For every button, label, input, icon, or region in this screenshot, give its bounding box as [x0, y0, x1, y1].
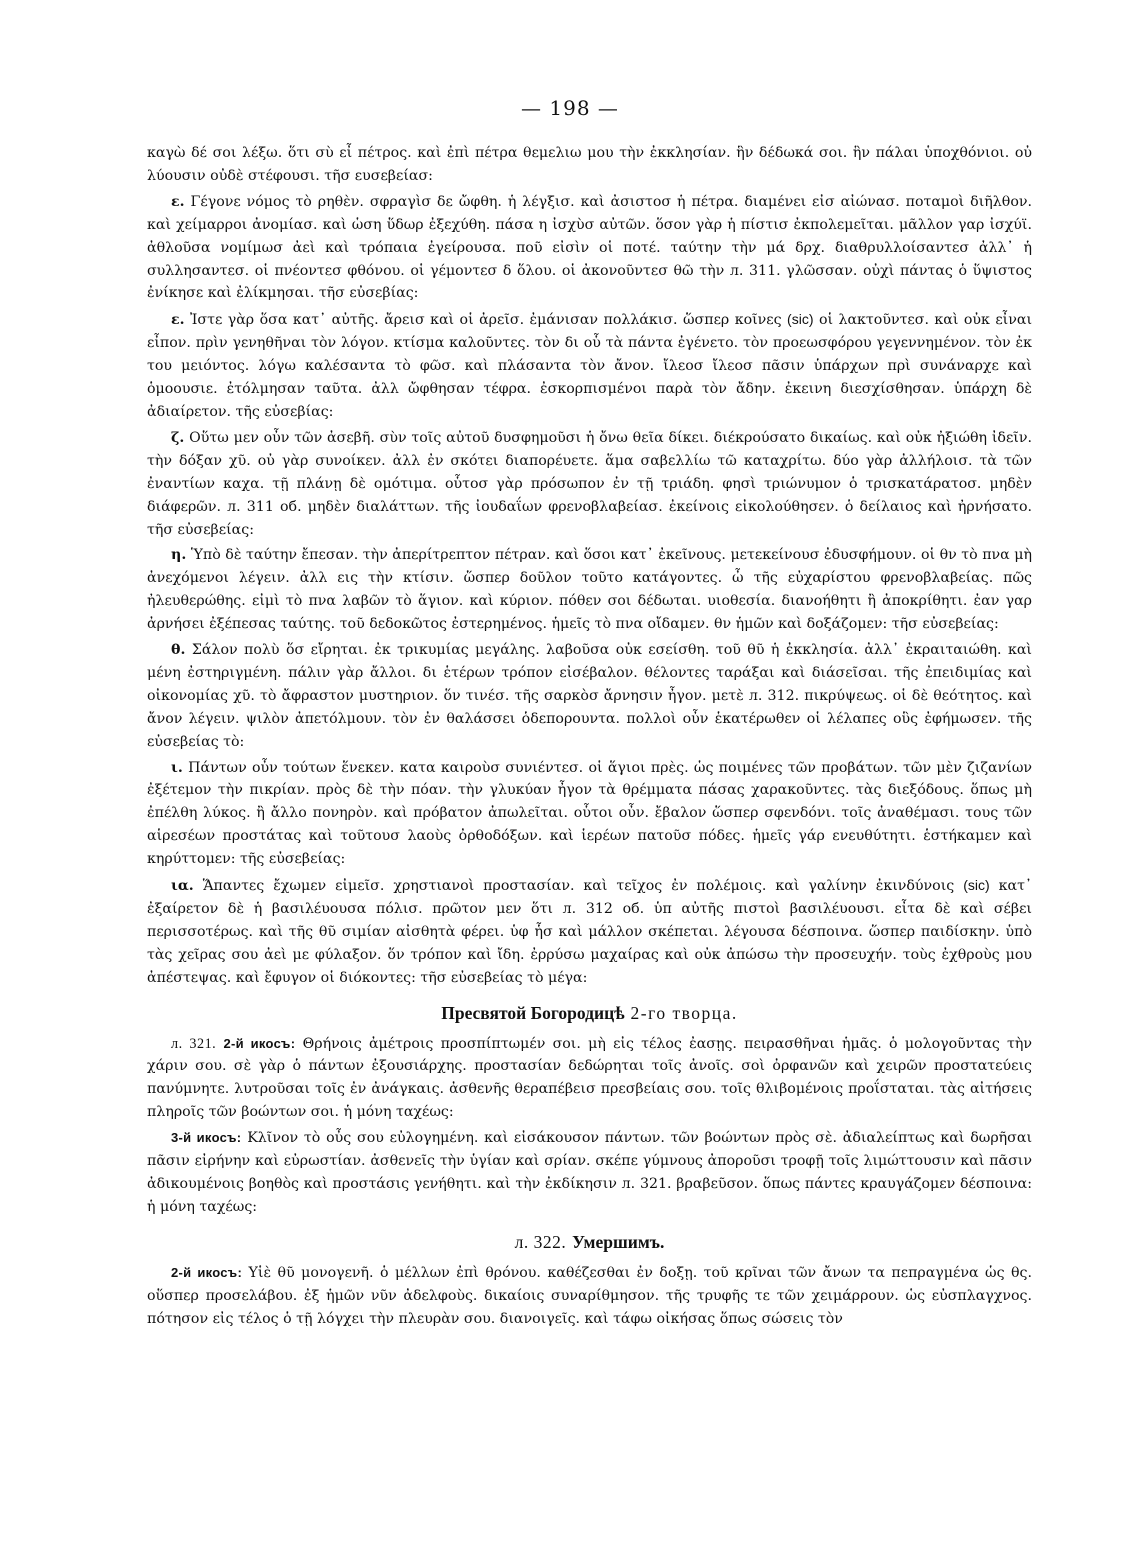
stanza: [147, 874, 1032, 990]
paragraph: [147, 142, 1032, 188]
stanza: [147, 191, 1032, 306]
stanza-number: ι.: [171, 759, 183, 776]
stanza-text: Ὑπὸ δὲ ταύτην ἔπεσαν. τὴν ἀπερίτρεπτον πέτραν. καὶ ὅσοι κατ᾿ ἐκεῖνους. μετεκείνουσ ἐδυσφήμουν. οἱ θν τὸ πνα μὴ ἀνεχόμενοι λέγειν. ἀλλ εις τὴν κτίσιν. ὥσπερ δοῦλον τοῦτο κατάγοντες. ὦ τῆς εὐχαρίστου φρενοβλαβείας. πῶς ἠλευθερώθης. εἰμὶ τὸ πνα λαβῶν τὸ ἅγιον. καὶ κύριον. πόθεν σοι δέδωται. υιοθεσία. διανοήθητι ἢ ἀποκρίθητι. ἐαν γαρ ἀρνήσει ἐξέπεσας ταύτης. τοῦ δεδοκῶτος ἐστερημένος. ἡμεῖς τὸ πνα οἴδαμεν. θν ἡμῶν καὶ δοξάζομεν: τῆσ εὐσεβείας:: [147, 547, 1033, 633]
ikos-text: Υἱὲ θῦ μονογενῆ. ὁ μέλλων ἐπὶ θρόνου. καθέζεσθαι ἐν δοξῃ. τοῦ κρῖναι τῶν ἄνων τα πεπραγμένα ὡς θς. οὕσπερ προσελάβου. ἐξ ἡμῶν νῦν ἀδελφοὺς. δικαίοις συναρίθμησον. τῆς τρυφῆς τε τῶν χειμάρρουν. ὡς εὐσπλαγχνος. πότησον εἰς τέλος ὁ τῇ λόγχει τὴν πλευρὰν σου. διανοιγεῖς. καὶ τάφω οἰκήσας ὅπως σώσεις τὸν: [147, 1264, 1032, 1327]
section-heading-theotokos: [147, 1002, 1032, 1025]
heading-title: Пресвятой Богородицѣ: [441, 1002, 625, 1023]
ikos-paragraph: [147, 1127, 1032, 1219]
sic-note: (sic): [787, 311, 814, 328]
stanza-number: ια.: [171, 878, 194, 895]
ikos-label: 2-й икосъ:: [171, 1264, 243, 1280]
stanza-text-continued: κατ᾿ ἐξαίρετον δὲ ἡ βασιλέυουσα πόλισ. πρῶτον μεν ὅτι л. 312 об. ὑπ αὐτῆς πιστοὶ βασιλέυουσι. εἶτα δὲ καὶ σέβει περισσοτέρως. καὶ τῆς θῦ σιμίαν αἰσθητὰ φέρει. ὑφ ἧσ καὶ μάλλον σκέπεται. λέγουσα δέσποινα. ὥσπερ παιδίσκην. ὑπὸ τὰς χεῖρας σου ἀεὶ με φύλαξον. ὅν τρόπον καὶ ἴδη. ἐρρύσω μαχαίρας καὶ οὐκ ἀπώσω τὴν προσευχήν. τοὺς ἐχθροὺς μου ἀπέστεψας. καὶ ἔφυγον οἱ διόκοντες: τῆσ εὐσεβείας τὸ μέγα:: [147, 878, 1033, 986]
paragraph-text: καγὼ δέ σοι λέξω. ὅτι σὺ εἶ πέτρος. καὶ ἐπὶ πέτρα θεμελιω μου τὴν ἐκκλησίαν. ἣν δέδωκά σοι. ἣν πάλαι ὑποχθόνιοι. οὐ λύουσιν οὐδὲ στέφουσι. τῆσ ευσεβείασ:: [147, 145, 1032, 184]
stanza-text: Πάντων οὖν τούτων ἕνεκεν. κατα καιροὺσ συνιέντεσ. οἱ ἅγιοι πρὲς. ὡς ποιμένες τῶν προβάτων. τῶν μὲν ζιζανίων ἐξέτεμον τὴν πικρίαν. πρὸς δὲ τὴν πόαν. τὴν γλυκύαν ἦγον τὰ θρέμματα πάσας χαρακοῦντες. τὰς διεξόδους. ὅπως μὴ ἐπέλθη λύκος. ἢ ἄλλο πονηρὸν. καὶ πρόβατον ἀπωλεῖται. οὗτοι οὖν. ἔβαλον ὥσπερ σφενδόνι. τοῖς ἀναθέμασι. τους τῶν αἱρεσέων προστάτας καὶ τοῦτουσ λαοὺς ὀρθοδόξων. καὶ ἱερέων πατοῦσ πόδες. ἡμεῖς γάρ ενευθύτητι. ἑστήκαμεν καὶ κηρύττομεν: τῆς εὐσεβείας:: [147, 759, 1033, 868]
stanza: [147, 544, 1032, 636]
stanza: [147, 427, 1032, 542]
stanza-number: ζ.: [171, 429, 185, 446]
stanza-number: ε.: [171, 193, 185, 210]
stanza: [147, 757, 1032, 872]
stanza-text: Ἅπαντες ἔχωμεν εἰμεῖσ. χρηστιανοὶ προστασίαν. καὶ τεῖχος ἐν πολέμοις. καὶ γαλίνην ἐκινδύνοις: [202, 878, 955, 895]
section-heading-departed: [147, 1231, 1032, 1254]
stanza-text-continued: οἱ λακτοῦντεσ. καὶ οὐκ εἶναι εἶπον. πρὶν γενηθῆναι τὸν λόγον. κτίσμα καλοῦντες. τὸν δι οὗ τὰ πάντα ἐγένετο. τὸν προεωσφόρου γεγεννημένον. τὸν ἐκ του μειόντος. λόγω καλέσαντα τὸ φῶσ. καὶ πλάσαντα τὸν ἄνον. ἴλεοσ ἴλεοσ πᾶσιν ὑπάρχων πρὶ συνάναρχε καὶ ὁμοουσιε. ἐτόλμησαν ταῦτα. ἀλλ ὤφθησαν τέφρα. ἐσκορπισμένοι παρὰ τὸν ἄδην. ἐκεινη διεσχίσθησαν. ὑπάρχη δὲ ἀδιαίρετον. τῆς εὐσεβίας:: [147, 312, 1033, 420]
heading-folio: л. 322.: [514, 1231, 567, 1252]
heading-subtitle: 2-го творца.: [630, 1002, 738, 1023]
stanza-text: Ἰστε γὰρ ὅσα κατ᾿ αὐτῆς. ἄρεισ καὶ οἱ ἀρεῖσ. ἐμάνισαν πολλάκισ. ὥσπερ κοῖνες: [190, 312, 782, 329]
folio-reference: л. 321.: [171, 1035, 217, 1052]
page-number: — 198 —: [521, 96, 619, 120]
stanza-number: η.: [171, 547, 187, 564]
heading-title: Умершимъ.: [572, 1231, 665, 1252]
ikos-paragraph: [147, 1262, 1032, 1331]
sic-note: (sic): [963, 877, 990, 894]
stanza-text: Γέγονε νόμος τὸ ρηθὲν. σφραγὶσ δε ὤφθη. ἡ λέγξισ. καὶ ἀσιστοσ ἡ πέτρα. διαμένει εἰσ αἰώνασ. ποταμοὶ διῆλθον. καὶ χείμαρροι ἀνομίασ. καὶ ὡση ὕδωρ ἐξεχύθη. πάσα η ἰσχὺσ αὐτῶν. ὅσον γὰρ ἡ πίστισ ἐκπολεμεῖται. μᾶλλον γαρ ἰσχύϊ. ἀθλοῦσα νομίμωσ ἀεὶ καὶ τρόπαια ἐγείρουσα. ποῦ εἰσὶν οἱ ποτέ. ταύτην τὴν μά δρχ. διαθρυλλοίσαντεσ ἀλλ᾿ ἡ συλλησαντεσ. οἱ πνέοντεσ φθόνου. οἱ γέμοντεσ δ ὅλου. οἱ ἀκονοῦντεσ θῶ τὴν л. 311. γλῶσσαν. οὐχὶ πάντας ὁ ὕψιστος ἐνίκησε καὶ ἐλίκμησαι. τῆσ εὐσεβίας:: [147, 193, 1032, 302]
stanza-text: Οὕτω μεν οὖν τῶν ἀσεβῆ. σὺν τοῖς αὐτοῦ δυσφημοῦσι ἡ ὄνω θεῖα δίκει. διέκρούσατο δικαίως. καὶ οὐκ ἠξιώθη ἰδεῖν. τὴν δόξαν χῦ. οὐ γὰρ συνοίκεν. ἀλλ ἐν σκότει διαπορέυετε. ἅμα σαβελλίω τῶ καταχρίτω. δύο γὰρ ἀλλήλοισ. τὰ τῶν ἐναντίων καχα. τῇ πλάνῃ δὲ ομότιμα. οὗτοσ γὰρ πρόσωπον ἐν τῇ τριάδη. φησὶ τριώνυμον ὁ τρισκατάρατοσ. μηδὲν διάφερῶν. л. 311 об. μηδὲν διαλάττων. τῆς ἰουδαΐων φρενοβλαβείασ. ἐκείνοις εἰκολούθησεν. ὁ δείλαιος καὶ ἠρνήσατο. τῆσ εὐσεβείας:: [147, 429, 1033, 538]
stanza: [147, 639, 1032, 754]
ikos-paragraph: [147, 1033, 1032, 1125]
main-text: [147, 142, 1032, 1330]
stanza-text: Σάλον πολὺ ὅσ εἴρηται. ἐκ τρικυμίας μεγάλης. λαβοῦσα οὐκ εσείσθη. τοῦ θῦ ἡ ἐκκλησία. ἀλλ᾿ ἐκραιταιώθη. καὶ μένη ἐστηριγμένη. πάλιν γὰρ ἄλλοι. δι ἑτέρων τρόπον εἰσέβαλον. θέλοντες ταράξαι καὶ διάσεῖσαι. τῆς ἐπειδιμίας καὶ οἰκονομίας χῦ. τὸ ἄφραστον μυστηριον. ὅν τινέσ. τῆς σαρκὸσ ἄρνησιν ἦγον. μετὲ л. 312. πικρύψεως. οἱ δὲ θεότητος. καὶ ἄνον λέγειν. ψιλὸν ἀπετόλμουν. τὸν ἐν θαλάσσει ὁδεπορουντα. πολλοὶ οὖν ἑκατέρωθεν οἱ λέλαπες οὓς ἐφήμωσεν. τῆς εὐσεβείας τὸ:: [147, 642, 1032, 750]
ikos-label: 3-й икосъ:: [171, 1130, 242, 1146]
stanza: [147, 308, 1032, 424]
stanza-number: θ.: [171, 642, 186, 659]
stanza-number: ε.: [171, 312, 185, 329]
ikos-label: 2-й икосъ:: [223, 1035, 296, 1051]
ikos-text: Θρήνοις ἀμέτροις προσπίπτωμέν σοι. μὴ εἰς τέλος ἐασῃς. πειρασθῆναι ἡμᾶς. ὁ μολογοῦντας τὴν χάριν σου. σὲ γὰρ ὁ πάντων ἐξουσιάρχης. προστασίαν δεδώρηται τοῖς ἀνοῖς. σοὶ ὀρφανῶν καὶ χειρῶν προστατεύεις πανύμνητε. λυτροῦσαι τοῖς ἐν ἀνάγκαις. ἀσθενῆς θεραπέβεισ πρεσβείαις σου. τοῖς θλιβομένοις προΐσταται. τὰς αἰτήσεις πληροῖς τῶν βοώντων σοι. ἡ μόνη ταχέως:: [147, 1035, 1032, 1121]
ikos-text: Κλῖνον τὸ οὖς σου εὐλογημένη. καὶ εἰσάκουσον πάντων. τῶν βοώντων πρὸς σὲ. ἀδιαλείπτως καὶ δωρῆσαι πᾶσιν εἰρήνην καὶ εὐρωστίαν. ἀσθενεῖς τὴν ὑγίαν καὶ σρίαν. σκέπε γύμνους ἀποροῦσι τροφῇ τοῖς λιμώττουσιν καὶ πᾶσιν ἀδικουμένοις βοηθὸς καὶ προστάσις γενήθητι. καὶ τὴν ἐκδίκησιν л. 321. βραβεῦσον. ὅπως πάντες κραυγάζομεν δέσποινα: ἡ μόνη ταχέως:: [147, 1130, 1033, 1215]
